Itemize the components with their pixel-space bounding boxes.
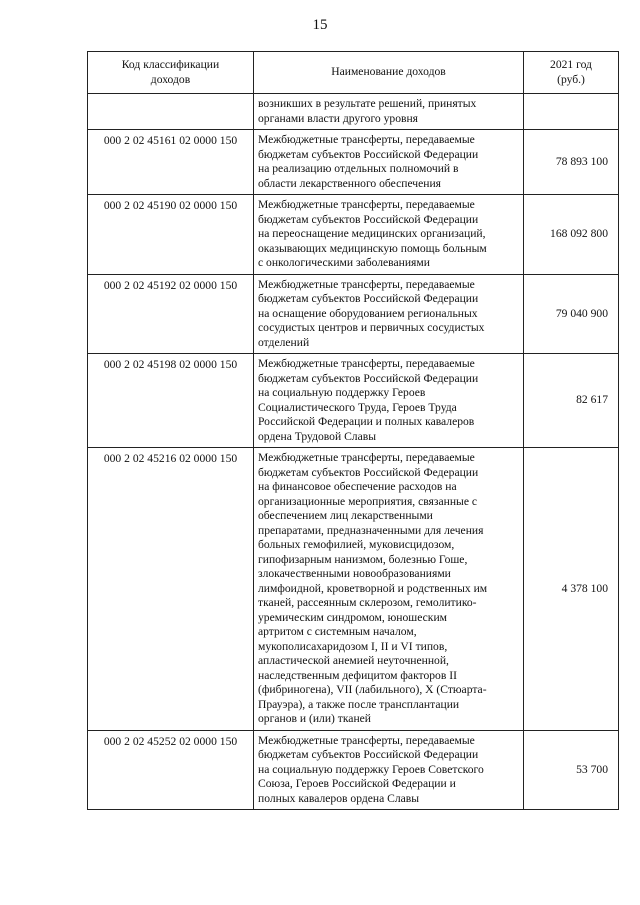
revenue-name-line: уремическим синдромом, юношеским [258,610,447,624]
revenue-name-line: возникших в результате решений, принятых [258,97,477,110]
revenue-name-line: злокачественными новообразованиями [258,567,451,580]
revenue-name-line: на социальную поддержку Героев Советского [258,762,484,776]
revenue-name-line: оказывающих медицинскую помощь больным [258,241,487,255]
header-name-text: Наименование доходов [331,65,446,79]
revenue-name-cell [254,195,524,275]
revenue-name-line: организационные мероприятия, связанные с [258,494,478,508]
revenue-name-line: на переоснащение медицинских организаций, [258,227,486,240]
revenue-code-cell: 000 2 02 45216 02 0000 150 [88,448,254,731]
header-code [88,52,254,94]
revenue-amount-cell: 79 040 900 [524,274,619,354]
table-header [88,52,619,94]
revenue-name-line: (фибриногена), VII (лабильного), X (Стюарта- [258,683,487,696]
header-amount-line: (руб.) [557,72,585,86]
header-code-line: доходов [150,72,191,86]
revenue-name-line: отделений [258,335,310,349]
revenue-code-cell: 000 2 02 45161 02 0000 150 [88,130,254,195]
revenue-name-cell [254,354,524,448]
table-row [88,130,619,195]
revenue-name-line: бюджетам субъектов Российской Федерации [258,147,479,161]
revenue-name-line: бюджетам субъектов Российской Федерации [258,465,479,479]
page-number: 15 [312,17,328,33]
revenue-name-cell [254,94,524,130]
revenue-code-cell: 000 2 02 45198 02 0000 150 [88,354,254,448]
revenue-code-cell: 000 2 02 45252 02 0000 150 [88,730,254,810]
revenue-name-line: Межбюджетные трансферты, передаваемые [258,733,475,747]
revenue-code-cell: 000 2 02 45190 02 0000 150 [88,195,254,275]
revenue-name-line: Межбюджетные трансферты, передаваемые [258,357,475,370]
revenue-name-line: на оснащение оборудованием региональных [258,306,478,320]
revenue-name-line: тканей, рассеянным склерозом, гемолитико- [258,596,477,609]
revenue-name-line: на социальную поддержку Героев [258,386,426,399]
table-body [88,94,619,810]
revenue-amount-cell: 168 092 800 [524,195,619,275]
revenue-name-cell [254,130,524,195]
revenue-name-line: бюджетам субъектов Российской Федерации [258,748,479,761]
revenue-name-line: полных кавалеров ордена Славы [258,791,420,805]
table-row [88,448,619,731]
table-row [88,730,619,810]
revenue-amount-cell [524,94,619,130]
revenue-name-line: больных гемофилией, муковисцидозом, [258,538,455,551]
revenue-name-line: Социалистического Труда, Героев Труда [258,400,457,414]
revenue-name-line: ордена Трудовой Славы [258,429,377,443]
revenue-name-line: лимфоидной, кроветворной и родственных им [258,581,488,595]
header-name [254,52,524,94]
revenue-name-line: обеспечением лиц лекарственными [258,509,433,522]
revenue-name-line: мукополисахаридозом I, II и VI типов, [258,639,448,653]
table-row [88,195,619,275]
revenue-name-line: бюджетам субъектов Российской Федерации [258,212,479,226]
revenue-name-line: с онкологическими заболеваниями [258,256,430,269]
revenue-name-cell [254,274,524,354]
header-row [88,52,619,94]
revenue-name-line: апластической анемией неуточненной, [258,654,449,667]
revenue-name-line: наследственным дефицитом факторов II [258,668,457,682]
revenue-table [87,51,619,810]
revenue-code-cell [88,94,254,130]
revenue-name-line: Российской Федерации и полных кавалеров [258,415,475,428]
revenue-name-line: Прауэра), а также после трансплантации [258,697,460,711]
revenue-name-line: области лекарственного обеспечения [258,176,442,190]
revenue-name-line: Межбюджетные трансферты, передаваемые [258,451,475,464]
header-amount [524,52,619,94]
revenue-name-cell [254,730,524,810]
header-code-line: Код классификации [121,58,220,71]
revenue-name-line: препаратами, предназначенными для лечения [258,523,484,537]
revenue-name-line: Межбюджетные трансферты, передаваемые [258,277,475,291]
table-row [88,354,619,448]
revenue-name-cell [254,448,524,731]
revenue-amount-cell: 78 893 100 [524,130,619,195]
revenue-code-cell: 000 2 02 45192 02 0000 150 [88,274,254,354]
header-amount-line: 2021 год [550,58,592,71]
revenue-name-line: сосудистых центров и первичных сосудистых [258,321,485,334]
revenue-amount-cell: 82 617 [524,354,619,448]
revenue-name-line: на реализацию отдельных полномочий в [258,162,459,175]
revenue-name-line: на финансовое обеспечение расходов на [258,480,457,493]
revenue-name-line: Межбюджетные трансферты, передаваемые [258,133,475,146]
revenue-name-line: Союза, Героев Российской Федерации и [258,777,456,790]
table-row [88,94,619,130]
revenue-amount-cell: 53 700 [524,730,619,810]
revenue-amount-cell: 4 378 100 [524,448,619,731]
revenue-name-line: бюджетам субъектов Российской Федерации [258,292,479,305]
revenue-name-line: бюджетам субъектов Российской Федерации [258,371,479,385]
revenue-name-line: Межбюджетные трансферты, передаваемые [258,198,475,211]
revenue-name-line: гипофизарным нанизмом, болезнью Гоше, [258,552,468,566]
revenue-name-line: органов и (или) тканей [258,712,372,725]
revenue-name-line: органами власти другого уровня [258,111,419,125]
revenue-name-line: артритом с системным началом, [258,625,417,638]
table-row [88,274,619,354]
